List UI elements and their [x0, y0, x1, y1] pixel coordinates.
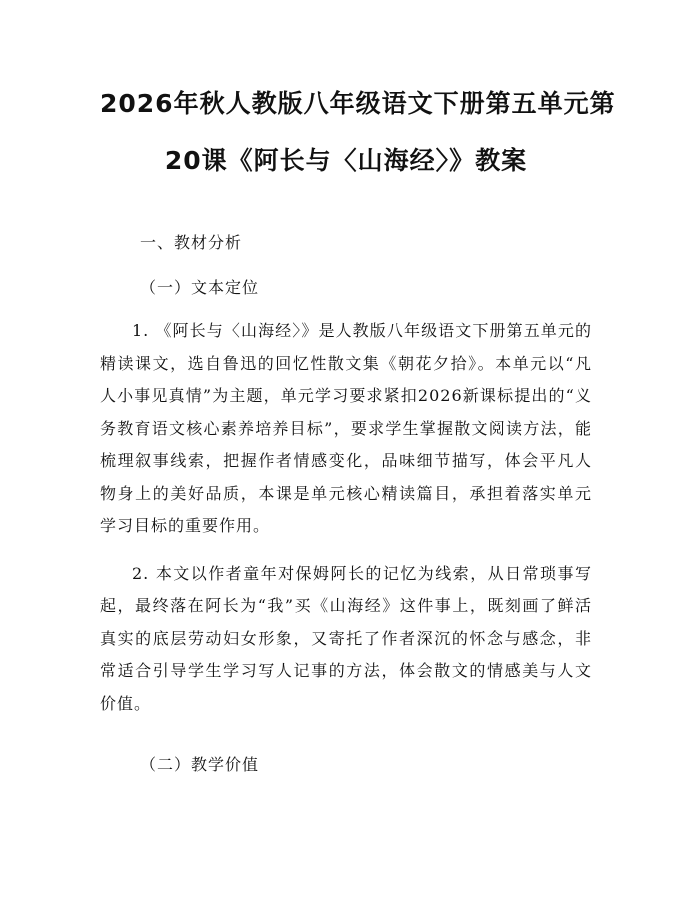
document-title: [100, 0, 616, 183]
body-paragraph-1: 1. 《阿长与〈山海经〉》是人教版八年级语文下册第五单元的精读课文，选自鲁迅的回忆性散文集《朝花夕拾》。本单元以“凡人小事见真情”为主题，单元学习要求紧扣2026新课标提出的“义务教育语文核心素养培养目标”，要求学生掌握散文阅读方法，能梳理叙事线索，把握作者情感变化，品味细节描写，体会平凡人物身上的美好品质，本课是单元核心精读篇目，承担着落实单元学习目标的重要作用。: [100, 321, 592, 535]
document-title-line-1: 2026年秋人教版八年级语文下册第五单元第: [100, 89, 616, 118]
document-title-line-2: 20课《阿长与〈山海经〉》教案: [164, 146, 528, 175]
subsection-heading-text-positioning: （一）文本定位: [140, 278, 260, 297]
subsection-heading-teaching-value: （二）教学价值: [140, 755, 260, 774]
body-paragraph-2: 2. 本文以作者童年对保姆阿长的记忆为线索，从日常琐事写起，最终落在阿长为“我”买《山海经》这件事上，既刻画了鲜活真实的底层劳动妇女形象，又寄托了作者深沉的怀念与感念，非常适合引导学生学习写人记事的方法，体会散文的情感美与人文价值。: [100, 563, 592, 713]
section-heading-textbook-analysis: 一、教材分析: [140, 233, 243, 252]
